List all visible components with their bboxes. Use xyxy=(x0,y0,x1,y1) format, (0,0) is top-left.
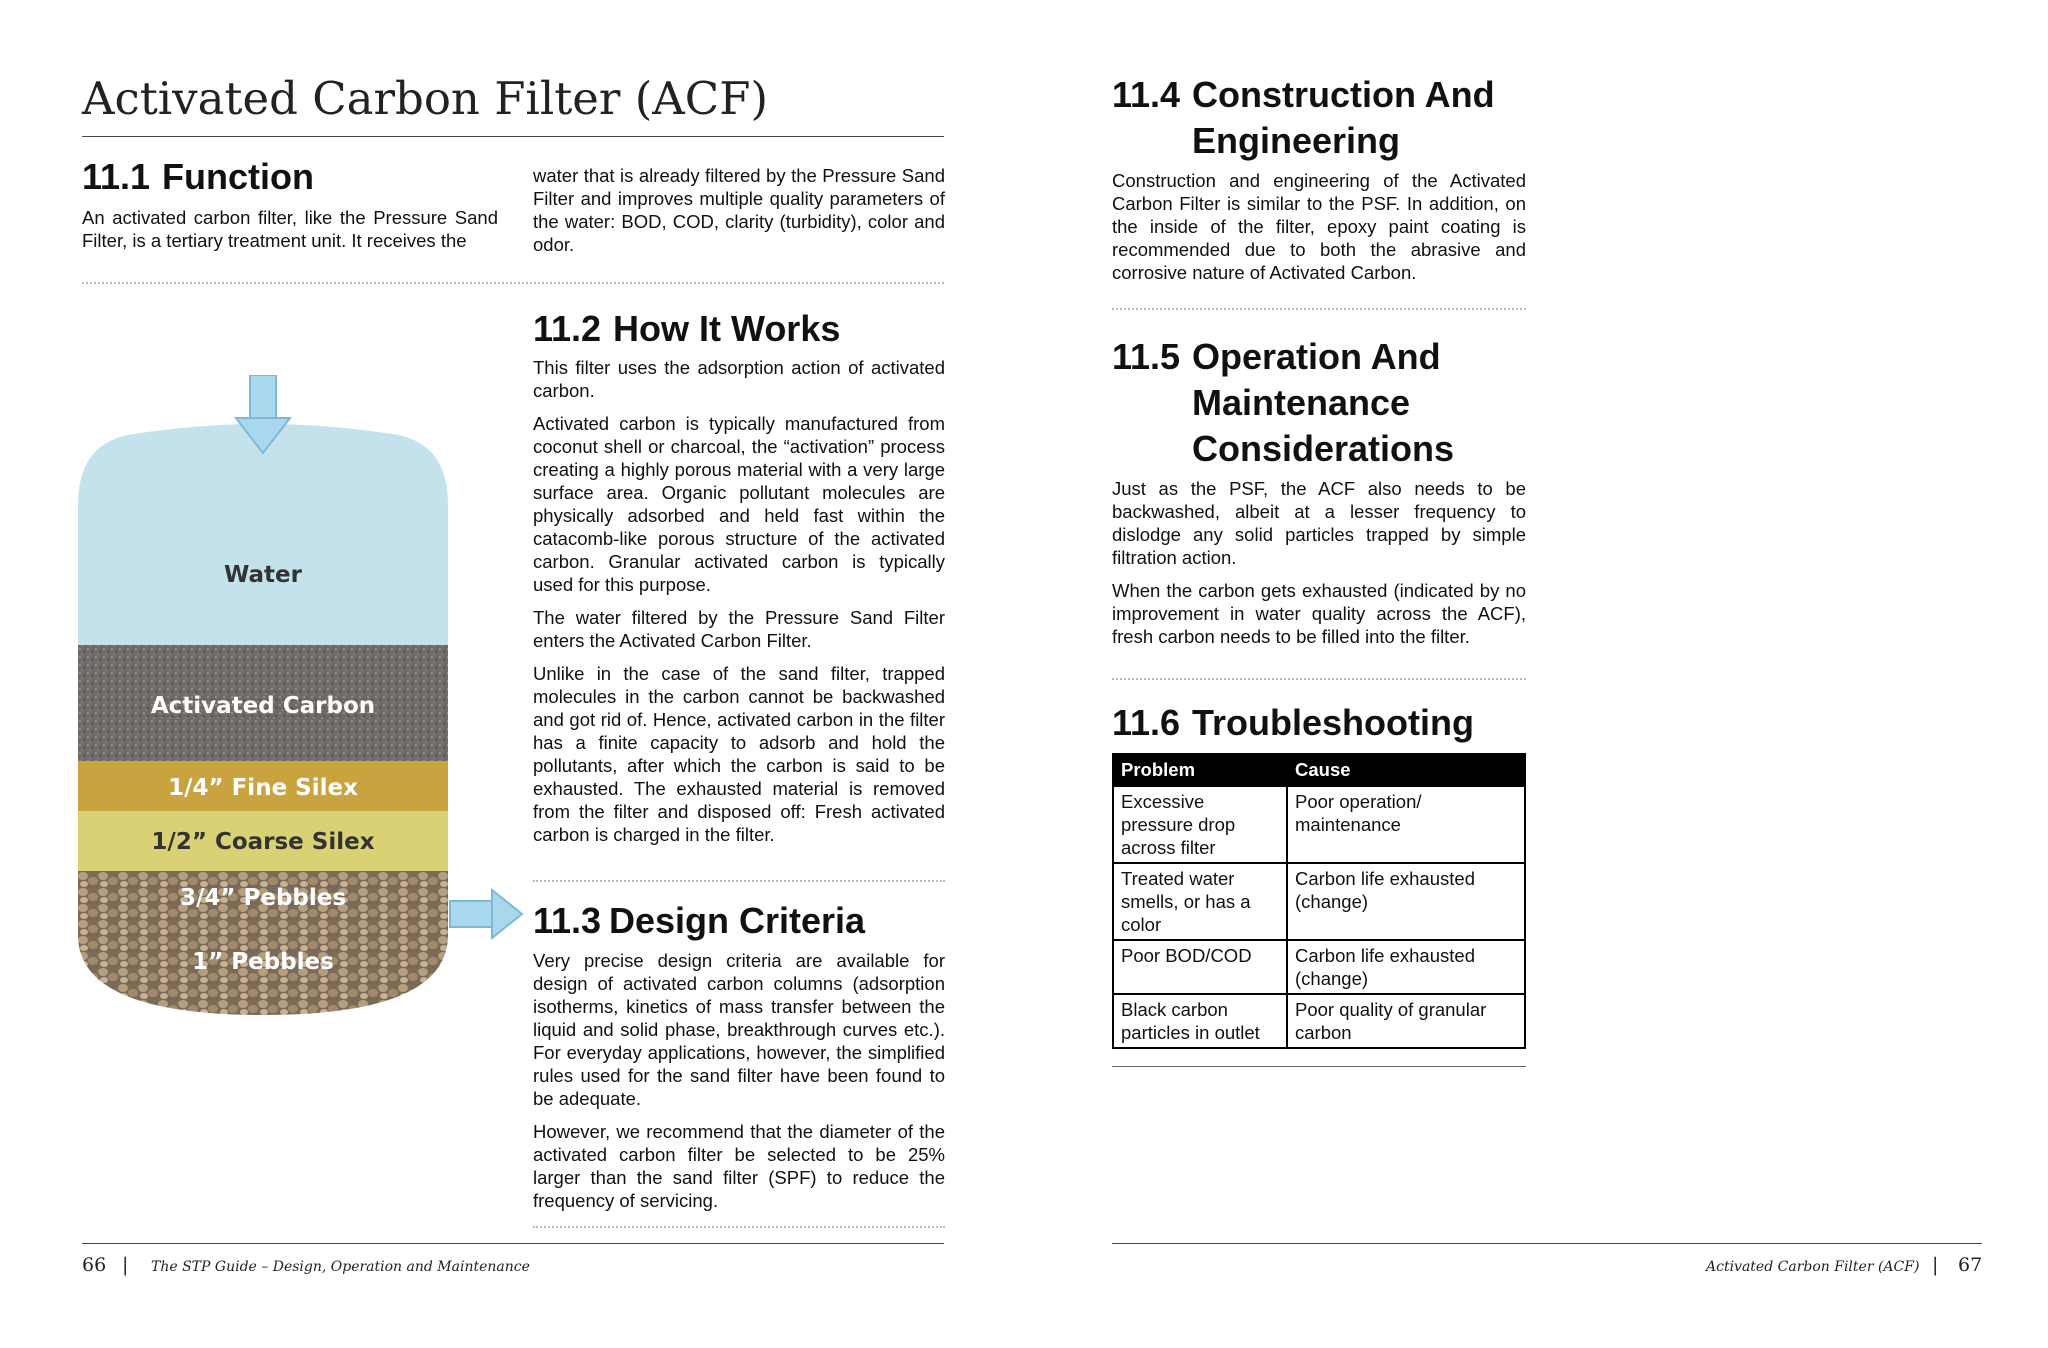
label-pebbles-3-4: 3/4” Pebbles xyxy=(179,885,347,911)
paragraph: However, we recommend that the diameter of the activated carbon filter be selected to be 25% larger than the sand filter (SPF) to reduce the frequency of servicing. xyxy=(533,1121,945,1211)
section-11-1-heading xyxy=(82,154,512,200)
paragraph: Activated carbon is typically manufactured from coconut shell or charcoal, the “activation” process creating a highly porous material with a very large surface area. Organic pollutant molecules are physically adsorbed and held fast within the catacomb-like porous structure of the activated carbon. Granular activated carbon is typically used for this purpose. xyxy=(533,413,945,595)
section-title: How It Works xyxy=(613,308,841,349)
divider xyxy=(533,1226,945,1228)
cause-cell: Carbon life exhausted (change) xyxy=(1287,863,1525,940)
troubleshooting-table xyxy=(1112,753,1526,1049)
section-number: 11.1 xyxy=(82,156,151,197)
label-coarse-silex: 1/2” Coarse Silex xyxy=(151,829,375,855)
problem-cell: Poor BOD/COD xyxy=(1113,940,1287,994)
footer-separator: | xyxy=(122,1254,129,1276)
footer-chapter-title: Activated Carbon Filter (ACF) xyxy=(1706,1259,1920,1275)
section-11-4-heading xyxy=(1112,72,1542,164)
section-number: 11.2 xyxy=(533,308,602,349)
section-number: 11.3 xyxy=(533,900,602,941)
section-title: Design Criteria xyxy=(609,900,866,941)
construction-text: Construction and engineering of the Activated Carbon Filter is similar to the PSF. In addition, on the inside of the filter, epoxy paint coating is recommended due to both the abrasive and corrosive nature of Activated Carbon. xyxy=(1112,170,1526,283)
section-11-2-heading xyxy=(533,306,953,352)
chapter-title: Activated Carbon Filter (ACF) xyxy=(82,72,769,125)
section-number: 11.5 xyxy=(1112,336,1181,377)
title-rule xyxy=(82,136,944,137)
section-number: 11.4 xyxy=(1112,74,1181,115)
column-header-problem: Problem xyxy=(1113,754,1287,786)
divider xyxy=(1112,678,1526,680)
label-activated-carbon: Activated Carbon xyxy=(150,693,376,719)
filter-layers-diagram xyxy=(78,375,448,1015)
footer-separator: | xyxy=(1932,1254,1939,1276)
paragraph: Just as the PSF, the ACF also needs to be backwashed, albeit at a lesser frequency to dislodge any solid particles trapped by simple filtration action. xyxy=(1112,478,1526,568)
divider xyxy=(1112,308,1526,310)
page-number: 67 xyxy=(1958,1254,1983,1276)
table-header-row xyxy=(1113,754,1525,786)
cause-cell: Carbon life exhausted (change) xyxy=(1287,940,1525,994)
column-header-cause: Cause xyxy=(1287,754,1525,786)
footer-rule xyxy=(82,1243,944,1244)
footer-rule xyxy=(1112,1243,1982,1244)
section-title-line3: Considerations xyxy=(1192,428,1455,469)
problem-cell: Excessive pressure drop across filter xyxy=(1113,786,1287,863)
problem-cell: Black carbon particles in outlet xyxy=(1113,994,1287,1048)
paragraph: Very precise design criteria are available for design of activated carbon columns (adsorption isotherms, kinetics of mass transfer between the liquid and solid phase, breakthrough curves etc.). For everyday applications, however, the simplified rules used for the sand filter have been found to be adequate. xyxy=(533,950,945,1109)
section-title-line2: Engineering xyxy=(1192,120,1401,161)
page-number: 66 xyxy=(82,1254,107,1276)
divider xyxy=(82,282,944,284)
section-title: Function xyxy=(162,156,314,197)
section-11-6-heading xyxy=(1112,700,1542,746)
table-row xyxy=(1113,940,1525,994)
cause-cell: Poor operation/ maintenance xyxy=(1287,786,1525,863)
table-bottom-rule xyxy=(1112,1066,1526,1067)
section-title-line1: Operation And xyxy=(1192,336,1441,377)
section-11-5-heading xyxy=(1112,334,1542,472)
design-criteria-body xyxy=(533,949,945,1222)
label-fine-silex: 1/4” Fine Silex xyxy=(168,775,358,801)
label-water: Water xyxy=(223,562,302,588)
section-11-3-heading xyxy=(533,898,953,944)
section-number: 11.6 xyxy=(1112,702,1181,743)
function-text-col2: water that is already filtered by the Pressure Sand Filter and improves multiple quality parameters of the water: BOD, COD, clarity (turbidity), color and odor. xyxy=(533,165,945,255)
label-pebbles-1: 1” Pebbles xyxy=(192,949,334,975)
paragraph: The water filtered by the Pressure Sand Filter enters the Activated Carbon Filter. xyxy=(533,607,945,651)
table-row xyxy=(1113,863,1525,940)
section-title-line1: Construction And xyxy=(1192,74,1495,115)
section-title: Troubleshooting xyxy=(1192,702,1474,743)
table-row xyxy=(1113,994,1525,1048)
paragraph: This filter uses the adsorption action of activated carbon. xyxy=(533,357,945,401)
section-title-line2: Maintenance xyxy=(1192,382,1411,423)
table-row xyxy=(1113,786,1525,863)
divider xyxy=(533,880,945,882)
cause-cell: Poor quality of granular carbon xyxy=(1287,994,1525,1048)
operation-body xyxy=(1112,477,1526,658)
function-text-col1: An activated carbon filter, like the Pressure Sand Filter, is a tertiary treatment unit. It receives the xyxy=(82,207,498,251)
paragraph: When the carbon gets exhausted (indicated by no improvement in water quality across the ACF), fresh carbon needs to be filled into the filter. xyxy=(1112,580,1526,647)
how-it-works-body xyxy=(533,356,945,856)
problem-cell: Treated water smells, or has a color xyxy=(1113,863,1287,940)
footer-book-title: The STP Guide – Design, Operation and Maintenance xyxy=(151,1259,530,1275)
outlet-arrow-icon xyxy=(448,888,524,940)
paragraph: Unlike in the case of the sand filter, trapped molecules in the carbon cannot be backwashed and got rid of. Hence, activated carbon in the filter has a finite capacity to adsorb and hold the pollutants, after which the carbon is said to be exhausted. The exhausted material is removed from the filter and disposed off: Fresh activated carbon is charged in the filter. xyxy=(533,663,945,845)
